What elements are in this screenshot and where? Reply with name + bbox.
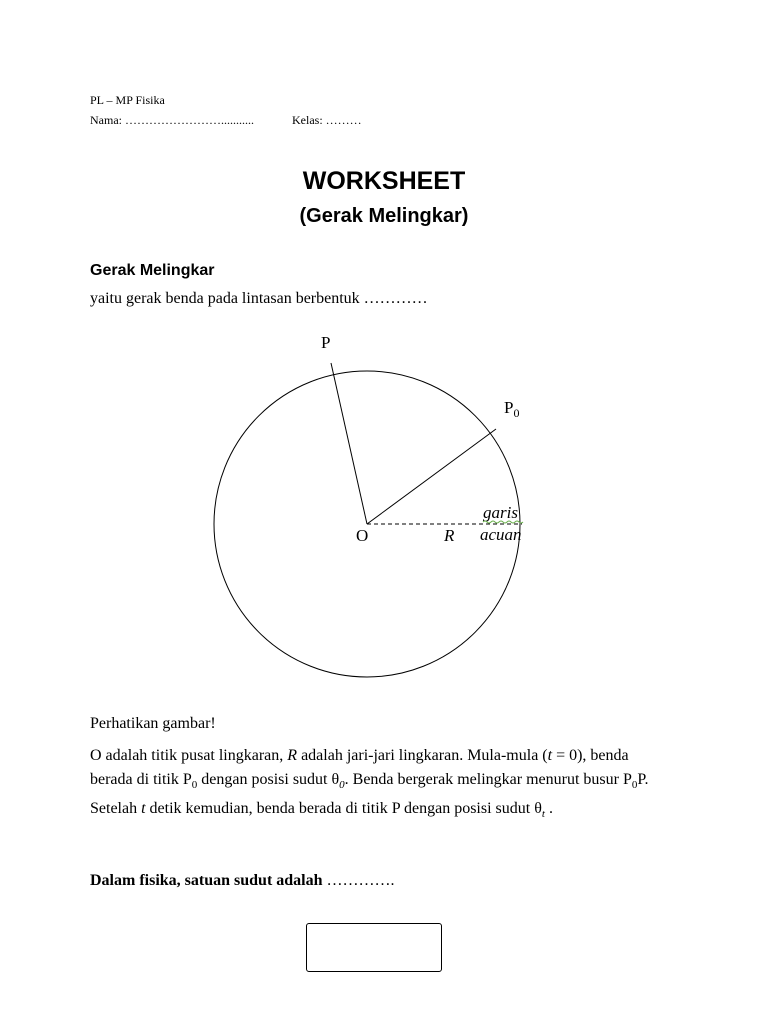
explanation-paragraph: O adalah titik pusat lingkaran, R adalah jari-jari lingkaran. Mula-mula (t = 0), benda berada di titik $P_0$ dengan posisi sudut $\theta_0$. Benda bergerak melingkar menurut busur $P_0P$. Setelah t detik kemudian, benda berada di titik P dengan posisi sudut $\theta_t$ . xyxy=(90,747,653,821)
label-acuan: acuan xyxy=(480,525,522,544)
page-subtitle: (Gerak Melingkar) xyxy=(299,205,469,227)
subject-line: PL – MP Fisika xyxy=(90,93,165,107)
answer-box[interactable] xyxy=(306,923,442,972)
label-p: P xyxy=(321,333,331,352)
radius-to-p0 xyxy=(367,429,496,524)
question-text xyxy=(90,872,395,890)
section-heading: Gerak Melingkar xyxy=(90,262,215,279)
radius-to-p xyxy=(331,363,367,524)
question-blank: …………. xyxy=(322,872,395,889)
class-field-label: Kelas: ……… xyxy=(292,113,362,127)
definition-text: yaitu gerak benda pada lintasan berbentuk ………… xyxy=(90,290,428,307)
name-field-label: Nama: ……………………........... xyxy=(90,113,254,127)
label-p0: $P_0$ xyxy=(504,398,520,420)
circular-motion-diagram xyxy=(200,325,560,685)
question-lead: Dalam fisika, satuan sudut adalah xyxy=(90,872,323,889)
label-r: R xyxy=(444,526,455,545)
label-o: O xyxy=(356,526,369,545)
label-garis: garis xyxy=(483,503,518,522)
page-title: WORKSHEET xyxy=(302,167,466,195)
instruction-text: Perhatikan gambar! xyxy=(90,715,216,732)
